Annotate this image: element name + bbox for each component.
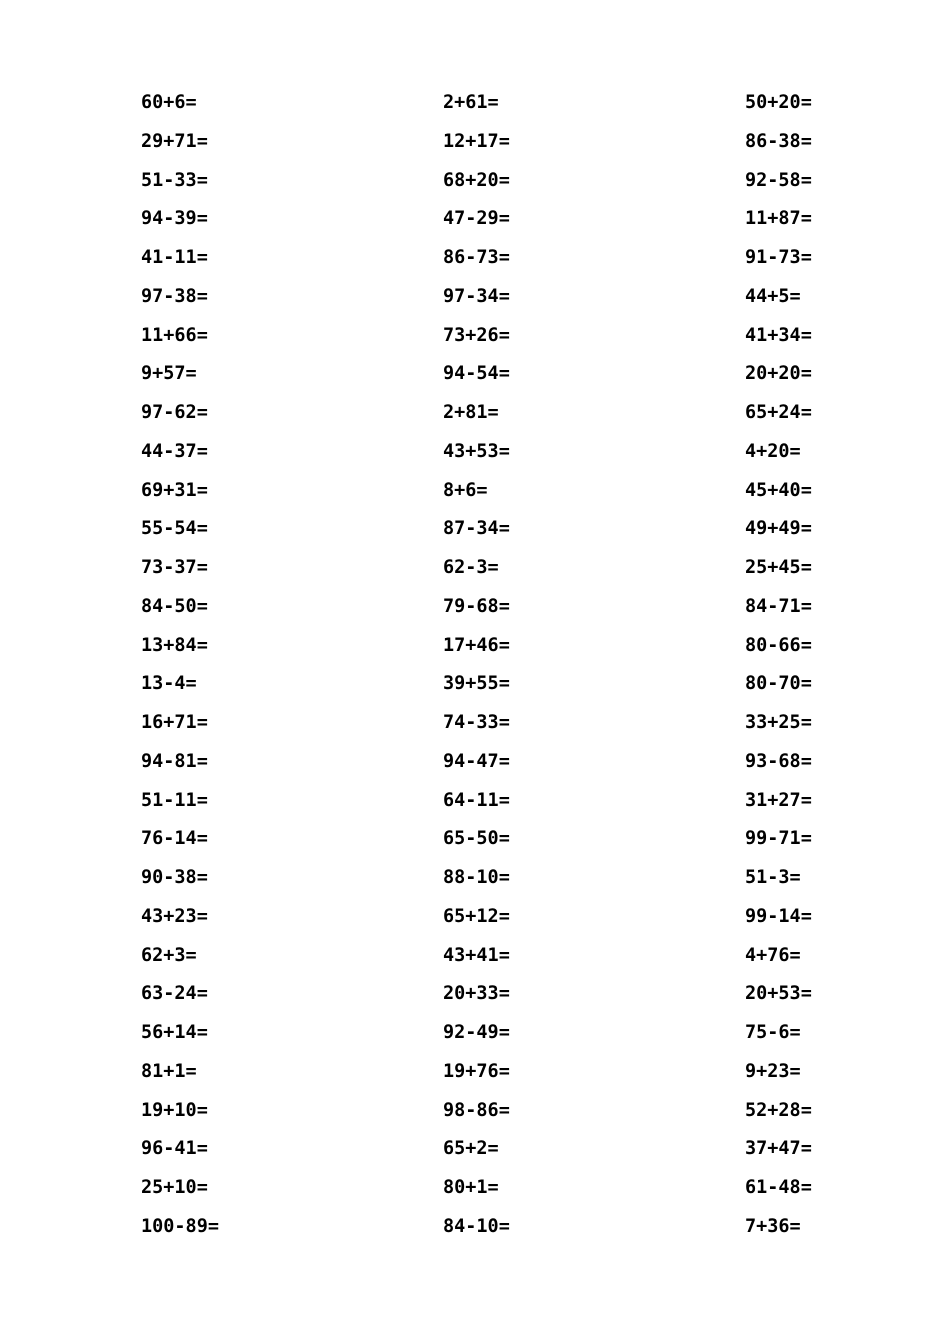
- math-problem: 80-66=: [745, 634, 812, 656]
- math-problem: 79-68=: [443, 595, 510, 617]
- math-problem: 41-11=: [141, 247, 208, 268]
- math-problem: 81+1=: [141, 1060, 197, 1082]
- math-problem: 80+1=: [443, 1177, 499, 1198]
- math-problem: 43+23=: [141, 905, 208, 927]
- math-problem: 100-89=: [141, 1215, 219, 1237]
- math-problem: 65-50=: [443, 828, 510, 850]
- math-problem: 2+61=: [443, 92, 499, 113]
- math-problem: 94-54=: [443, 363, 510, 385]
- math-problem: 41+34=: [745, 324, 812, 346]
- math-problem: 65+12=: [443, 905, 510, 927]
- math-problem: 69+31=: [141, 479, 208, 501]
- math-problem: 65+2=: [443, 1138, 499, 1160]
- math-problem: 31+27=: [745, 789, 812, 811]
- math-problem: 62+3=: [141, 944, 197, 966]
- math-problem: 33+25=: [745, 712, 812, 733]
- math-problem: 11+87=: [745, 208, 812, 230]
- math-problem: 91-73=: [745, 247, 812, 268]
- math-problem: 19+10=: [141, 1099, 208, 1121]
- math-problem: 12+17=: [443, 130, 510, 152]
- math-problem: 49+49=: [745, 518, 812, 540]
- math-problem: 13+84=: [141, 634, 208, 656]
- math-problem: 45+40=: [745, 479, 812, 501]
- math-problem: 84-10=: [443, 1215, 510, 1237]
- math-problem: 17+46=: [443, 634, 510, 656]
- math-problem: 86-38=: [745, 130, 812, 152]
- math-problem: 84-71=: [745, 595, 812, 617]
- math-problem: 9+57=: [141, 363, 197, 385]
- math-problem: 7+36=: [745, 1215, 801, 1237]
- math-problem: 94-47=: [443, 750, 510, 772]
- math-problem: 99-14=: [745, 905, 812, 927]
- math-problem: 92-49=: [443, 1022, 510, 1043]
- math-problem: 84-50=: [141, 595, 208, 617]
- math-problem: 99-71=: [745, 828, 812, 850]
- math-problem: 93-68=: [745, 750, 812, 772]
- math-problem: 61-48=: [745, 1177, 812, 1198]
- math-problem: 75-6=: [745, 1022, 801, 1043]
- math-problem: 16+71=: [141, 712, 208, 733]
- math-problem: 90-38=: [141, 867, 208, 888]
- math-problem: 87-34=: [443, 518, 510, 540]
- math-problem: 73-37=: [141, 557, 208, 578]
- math-problem: 19+76=: [443, 1060, 510, 1082]
- math-problem: 2+81=: [443, 402, 499, 423]
- math-problem: 25+10=: [141, 1177, 208, 1198]
- math-problem: 94-39=: [141, 208, 208, 230]
- math-problem: 96-41=: [141, 1138, 208, 1160]
- math-problem: 39+55=: [443, 673, 510, 695]
- math-problem: 52+28=: [745, 1099, 812, 1121]
- problem-column-1: [141, 90, 341, 1253]
- math-problem: 37+47=: [745, 1138, 812, 1160]
- math-problem: 65+24=: [745, 402, 812, 423]
- math-problem: 29+71=: [141, 130, 208, 152]
- math-problem: 97-62=: [141, 402, 208, 423]
- math-problem: 51-11=: [141, 789, 208, 811]
- math-problem: 73+26=: [443, 324, 510, 346]
- math-problem: 80-70=: [745, 673, 812, 695]
- math-problem: 13-4=: [141, 673, 197, 695]
- math-problem: 47-29=: [443, 208, 510, 230]
- math-problem: 56+14=: [141, 1022, 208, 1043]
- math-problem: 4+76=: [745, 944, 801, 966]
- math-problem: 4+20=: [745, 440, 801, 462]
- math-problem: 97-38=: [141, 285, 208, 307]
- math-problem: 25+45=: [745, 557, 812, 578]
- math-problem: 20+33=: [443, 983, 510, 1005]
- math-problem: 51-3=: [745, 867, 801, 888]
- math-problem: 11+66=: [141, 324, 208, 346]
- math-problem: 9+23=: [745, 1060, 801, 1082]
- problem-column-2: [443, 90, 643, 1253]
- problem-column-3: [745, 90, 945, 1253]
- math-problem: 88-10=: [443, 867, 510, 888]
- math-problem: 98-86=: [443, 1099, 510, 1121]
- math-problem: 60+6=: [141, 92, 197, 113]
- math-problem: 51-33=: [141, 169, 208, 191]
- math-problem: 50+20=: [745, 92, 812, 113]
- math-problem: 44+5=: [745, 285, 801, 307]
- math-problem: 86-73=: [443, 247, 510, 268]
- math-problem: 44-37=: [141, 440, 208, 462]
- math-problem: 92-58=: [745, 169, 812, 191]
- math-problem: 20+20=: [745, 363, 812, 385]
- math-problem: 76-14=: [141, 828, 208, 850]
- math-problem: 97-34=: [443, 285, 510, 307]
- math-problem: 68+20=: [443, 169, 510, 191]
- math-problem: 63-24=: [141, 983, 208, 1005]
- math-problem: 62-3=: [443, 557, 499, 578]
- math-problem: 74-33=: [443, 712, 510, 733]
- math-problem: 94-81=: [141, 750, 208, 772]
- math-problem: 43+41=: [443, 944, 510, 966]
- math-problem: 43+53=: [443, 440, 510, 462]
- math-problem: 64-11=: [443, 789, 510, 811]
- math-problem: 55-54=: [141, 518, 208, 540]
- math-problem: 8+6=: [443, 479, 488, 501]
- math-problem: 20+53=: [745, 983, 812, 1005]
